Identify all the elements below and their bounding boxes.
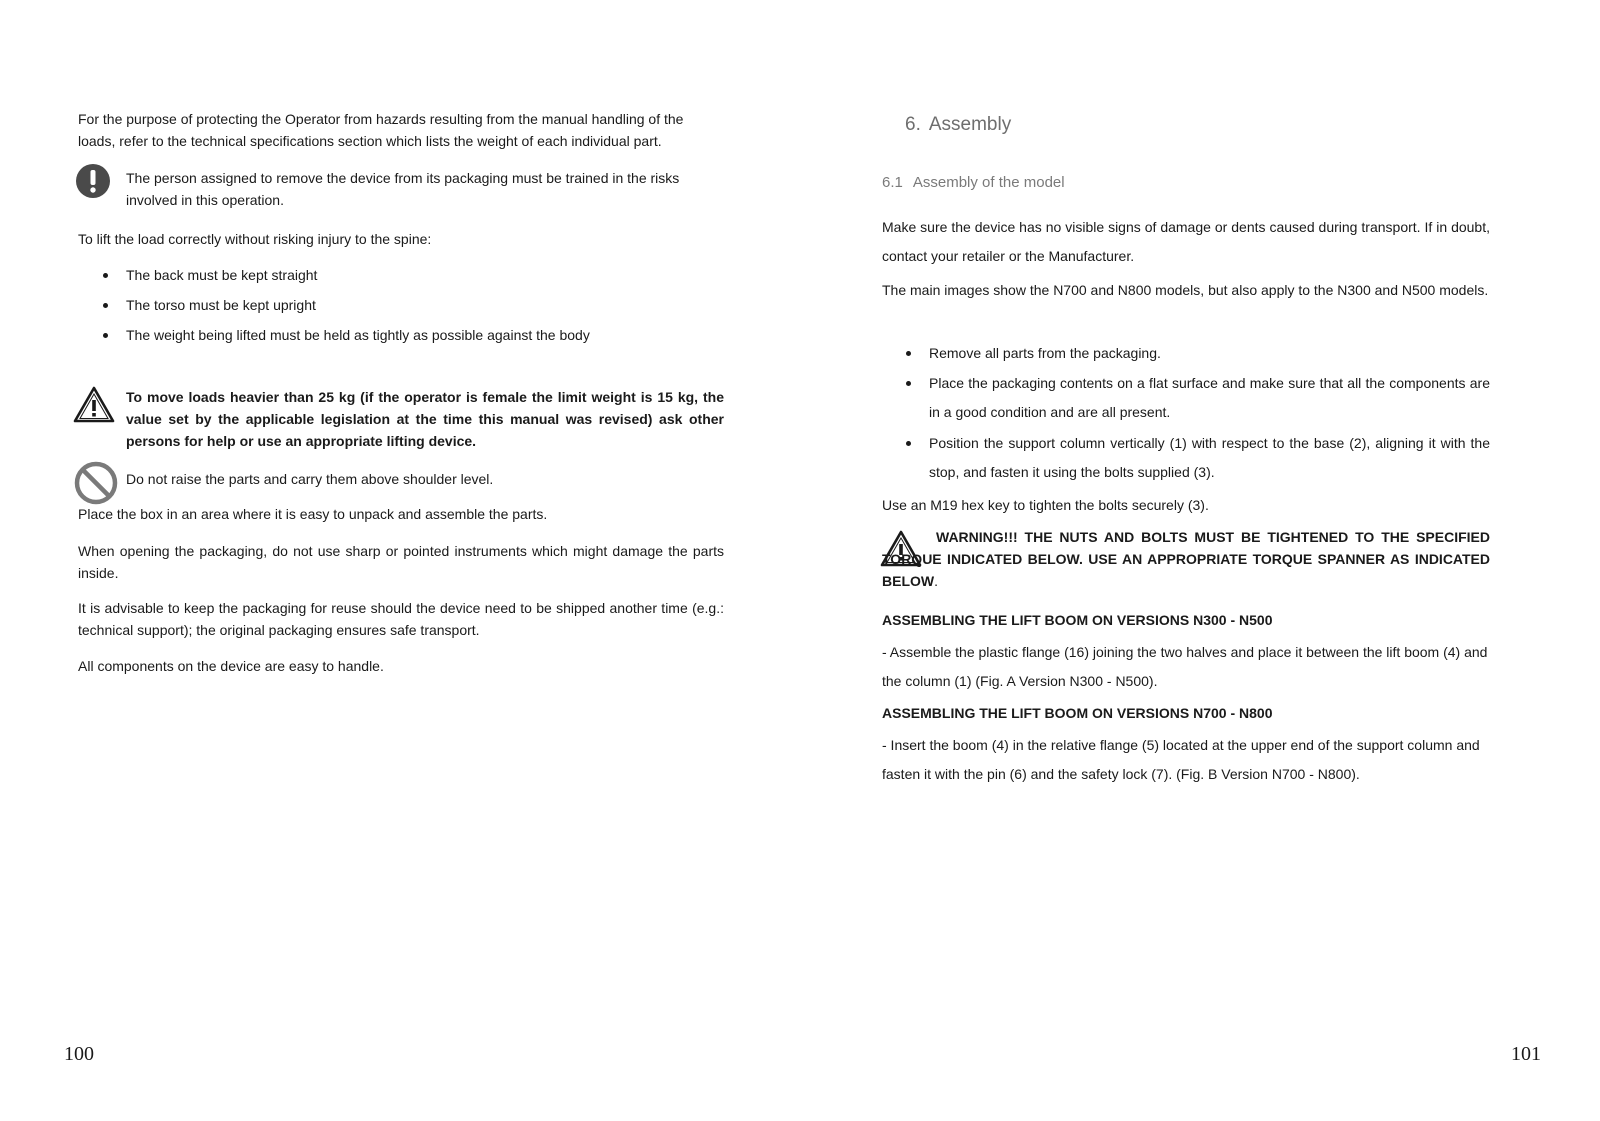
keep-packaging-paragraph: It is advisable to keep the packaging for reuse should the device need to be shipped another time (e.g.: technical support); the original packaging ensures safe transport. [78,600,724,638]
components-paragraph: All components on the device are easy to handle. [78,658,384,674]
torque-warning: WARNING!!! THE NUTS AND BOLTS MUST BE TIGHTENED TO THE SPECIFIED TORQUE INDICATED BELOW. USE AN APPROPRIATE TORQUE SPANNER AS INDICATED BELOW. [882,529,1490,589]
text-n700-n800: - Insert the boom (4) in the relative flange (5) located at the upper end of the support column and fasten it with the pin (6) and the safety lock (7). (Fig. B Version N700 - N800). [882,737,1480,782]
subsection-number: 6.1 [882,174,903,191]
list-item: Remove all parts from the packaging. [906,339,1490,368]
lift-intro: To lift the load correctly without risking injury to the spine: [78,231,432,247]
warning-triangle-icon [73,386,115,424]
mandatory-action-icon [75,163,111,199]
shoulder-prohibition: Do not raise the parts and carry them above shoulder level. [126,471,494,487]
opening-paragraph: When opening the packaging, do not use sharp or pointed instruments which might damage the parts inside. [78,543,724,581]
page-number: 100 [64,1043,94,1065]
hex-key-paragraph: Use an M19 hex key to tighten the bolts securely (3). [882,497,1209,513]
page-number: 101 [1511,1043,1541,1065]
damage-check-paragraph: Make sure the device has no visible signs of damage or dents caused during transport. If in doubt, contact your retailer or the Manufacturer. [882,219,1490,264]
training-notice: The person assigned to remove the device from its packaging must be trained in the risks involved in this operation. [126,170,680,208]
heading-n300-n500: ASSEMBLING THE LIFT BOOM ON VERSIONS N300 - N500 [882,612,1273,628]
heading-n700-n800: ASSEMBLING THE LIFT BOOM ON VERSIONS N700 - N800 [882,705,1273,721]
section-number: 6. [905,114,921,135]
text-n300-n500: - Assemble the plastic flange (16) joining the two halves and place it between the lift boom (4) and the column (1) (Fig. A Version N300 - N500). [882,644,1488,689]
list-item: The back must be kept straight [103,264,723,286]
heavy-load-warning: To move loads heavier than 25 kg (if the operator is female the limit weight is 15 kg, the value set by the applicable legislation at the time this manual was revised) ask other persons for help or use an appropriate lifting device. [126,389,724,449]
subsection-title-text: Assembly of the model [912,174,1065,191]
list-item: Position the support column vertically (1) with respect to the base (2), aligning it with the stop, and fasten it using the bolts supplied (3). [906,429,1490,487]
section-title [905,112,1011,138]
place-box-paragraph: Place the box in an area where it is easy to unpack and assemble the parts. [78,506,548,522]
section-title-text: Assembly [928,114,1012,135]
models-note-paragraph: The main images show the N700 and N800 models, but also apply to the N300 and N500 models. [882,282,1489,298]
list-item: The weight being lifted must be held as tightly as possible against the body [103,324,723,346]
list-item: The torso must be kept upright [103,294,723,316]
subsection-title [882,172,1065,194]
prohibition-icon [74,461,118,505]
list-item: Place the packaging contents on a flat surface and make sure that all the components are in a good condition and are all present. [906,369,1490,427]
intro-paragraph: For the purpose of protecting the Operator from hazards resulting from the manual handling of the loads, refer to the technical specifications section which lists the weight of each individual part. [78,111,684,149]
